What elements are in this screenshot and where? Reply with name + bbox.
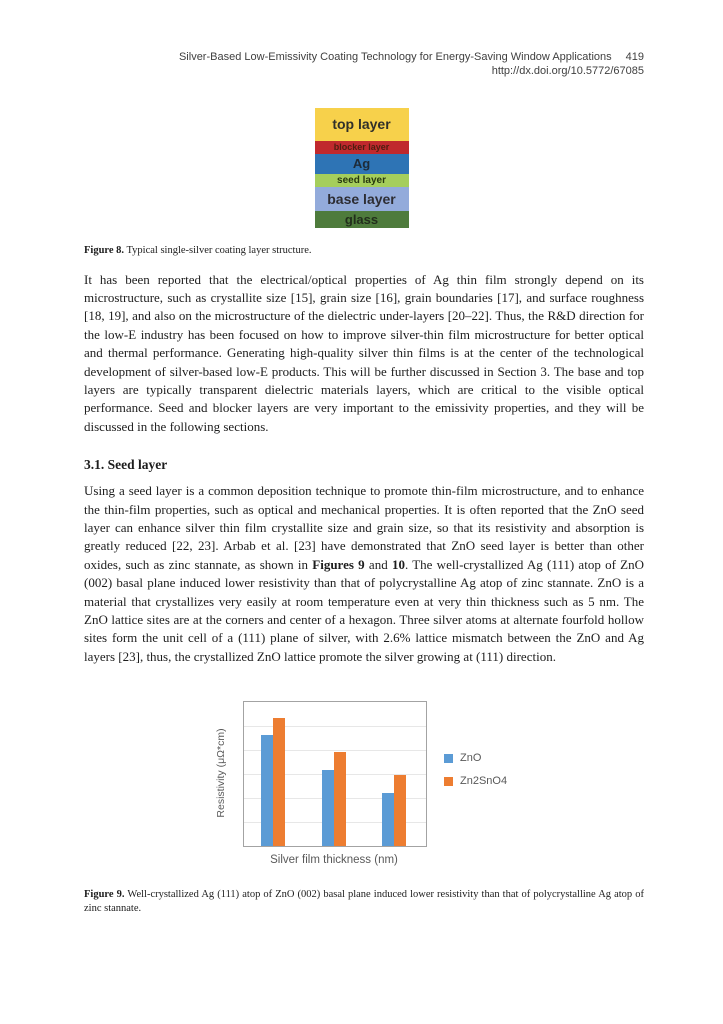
figure9-caption [84,888,644,915]
legend-item-Zn2SnO4 [444,775,507,787]
legend-label: Zn2SnO4 [460,775,508,788]
legend-item-ZnO [444,752,507,764]
body-content [84,271,644,916]
figure9-caption-text: Well-crystallized Ag (111) atop of ZnO (002) basal plane induced lower resistivity than that of polycrystalline Ag atop of zinc stannate. [84,889,644,914]
page-number: 419 [625,51,644,63]
bar-ZnO-group2 [322,770,334,846]
glass-layer: glass [315,211,409,228]
paragraph-2 [84,482,644,666]
chart-x-axis-label: Silver film thickness (nm) [270,854,398,867]
legend-label: ZnO [460,752,482,765]
running-title: Silver-Based Low-Emissivity Coating Technology for Energy-Saving Window Applications [178,51,612,63]
ag-layer: Ag [315,154,409,174]
bar-Zn2SnO4-group2 [334,752,346,846]
figure8-caption [84,244,644,258]
chart-legend [444,752,507,798]
blocker-layer: blocker layer [315,141,409,154]
paragraph-2-part2: . The well-crystallized Ag (111) atop of ZnO (002) basal plane induced lower resistivity than that of polycrystalline Ag atop of zinc stannate. ZnO is a material that crystallizes very easily at room temperature even at very thin thickness such as 5 nm. The ZnO lattice sites are at the corners and center of a hexagon. Three silver atoms at alternate fourfold hollow sites form the unit cell of a (111) plane of silver, with 2.6% lattice mismatch between the ZnO and Ag layers [23], thus, the crystallized ZnO lattice promote the silver growing at (111) direction. [84,556,644,664]
base-layer: base layer [315,187,409,211]
figure-10-ref: 10 [391,556,405,572]
figure8-layer-stack [315,108,409,228]
running-head-line1 [0,50,644,64]
bar-ZnO-group3 [382,793,394,846]
legend-swatch-icon [444,777,453,786]
figure9-chart [84,694,644,874]
running-head [0,0,644,78]
running-head-line2 [0,64,644,78]
chart-plot [243,701,427,847]
gridline [244,726,426,727]
seed-layer: seed layer [315,174,409,187]
figure8-caption-text: Typical single-silver coating layer structure. [124,245,312,256]
top-layer: top layer [315,108,409,141]
paragraph-2-part1: Using a seed layer is a common deposition technique to promote thin-film microstructure, and to enhance the thin-film properties, such as optical and mechanical properties. It is often reported that the ZnO seed layer can enhance silver thin film crystallite size and grain size, so that its resistivity and absorption is greatly reduced [22, 23]. Arbab et al. [23] have demonstrated that ZnO seed layer is better than other oxides, such as zinc stannate, as shown in [84,483,644,572]
bar-Zn2SnO4-group3 [394,775,406,846]
paragraph-2-mid: and [364,556,392,572]
figure8-caption-label: Figure 8. [84,245,125,256]
doi-link[interactable]: http://dx.doi.org/10.5772/67085 [491,65,644,77]
figure9-caption-label: Figure 9. [84,889,125,901]
bar-ZnO-group1 [261,735,273,846]
paragraph-1: It has been reported that the electrical/optical properties of Ag thin film strongly depend on its microstructure, such as crystallite size [15], grain size [16], grain boundaries [17], and surface roughness [18, 19], and also on the microstructure of the dielectric under-layers [20–22]. Thus, the R&D direction for the low-E industry has been focused on how to improve silver-thin film microstructure for better optical and thermal performance. Generating high-quality silver thin films is at the center of the technological development of silver-based low-E products. This will be further discussed in Section 3. The base and top layers are typically transparent dielectric materials layers, which are critical to the visible optical performance. Seed and blocker layers are very important to the emissivity properties, and they will be discussed in the following sections. [84,271,644,434]
section-heading-3-1: 3.1. Seed layer [84,457,168,473]
legend-swatch-icon [444,754,453,763]
chart-y-axis-label: Resistivity (μΩ*cm) [215,728,227,818]
bar-Zn2SnO4-group1 [273,718,285,846]
figures-9-ref: Figures 9 [312,556,365,572]
